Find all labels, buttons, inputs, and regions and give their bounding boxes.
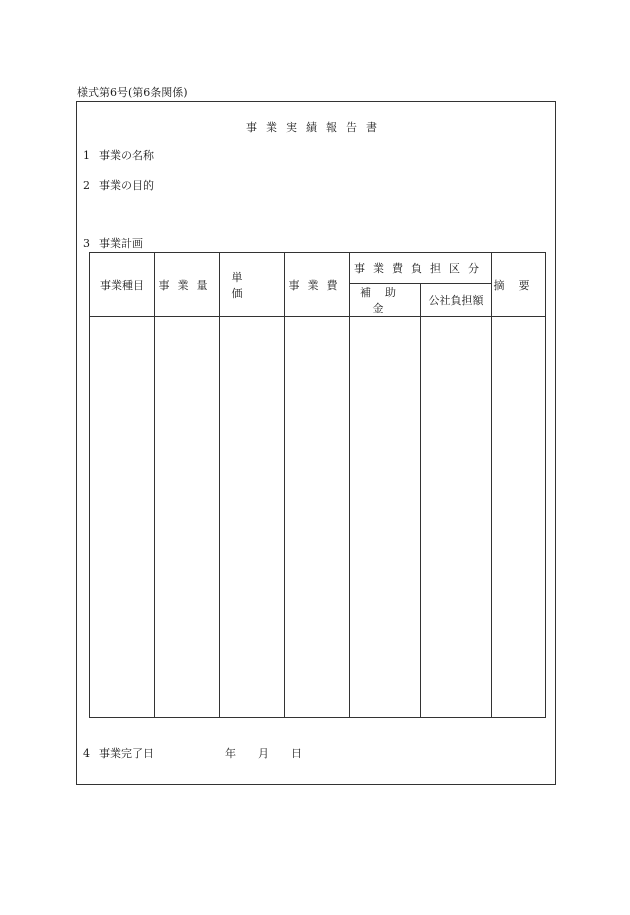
table-cell-remarks[interactable] — [492, 317, 546, 718]
header-company-share: 公社負担額 — [421, 284, 492, 317]
date-day-unit: 日 — [291, 747, 302, 760]
header-subsidy: 補助金 — [350, 284, 421, 317]
header-remarks: 摘要 — [492, 253, 546, 317]
report-frame — [76, 101, 556, 785]
project-plan-table — [89, 252, 546, 718]
item-number: 4 — [83, 747, 90, 760]
table-row — [90, 317, 546, 718]
table-cell-cost[interactable] — [285, 317, 350, 718]
item-label: 事業完了日 — [99, 747, 154, 760]
item-completion-date — [83, 745, 154, 761]
item-project-plan — [83, 235, 143, 251]
table-cell-type[interactable] — [90, 317, 155, 718]
header-burden-group: 事業費負担区分 — [350, 253, 492, 284]
table-cell-unit-price[interactable] — [220, 317, 285, 718]
item-label: 事業の目的 — [99, 179, 154, 192]
header-project-cost: 事業費 — [285, 253, 350, 317]
document-title: 事業実績報告書 — [246, 121, 386, 134]
table-cell-subsidy[interactable] — [350, 317, 421, 718]
date-month-unit: 月 — [258, 747, 269, 760]
item-project-purpose — [83, 177, 154, 193]
item-label: 事業計画 — [99, 237, 143, 250]
header-project-type: 事業種目 — [90, 253, 155, 317]
item-number: 3 — [83, 237, 90, 250]
item-number: 2 — [83, 179, 90, 192]
table-cell-company-share[interactable] — [421, 317, 492, 718]
item-label: 事業の名称 — [99, 149, 154, 162]
item-project-name — [83, 147, 154, 163]
form-number-label: 様式第6号(第6条関係) — [77, 86, 188, 99]
header-unit-price: 単価 — [220, 253, 285, 317]
header-quantity: 事業量 — [155, 253, 220, 317]
item-number: 1 — [83, 149, 90, 162]
table-cell-quantity[interactable] — [155, 317, 220, 718]
date-year-unit: 年 — [225, 747, 236, 760]
